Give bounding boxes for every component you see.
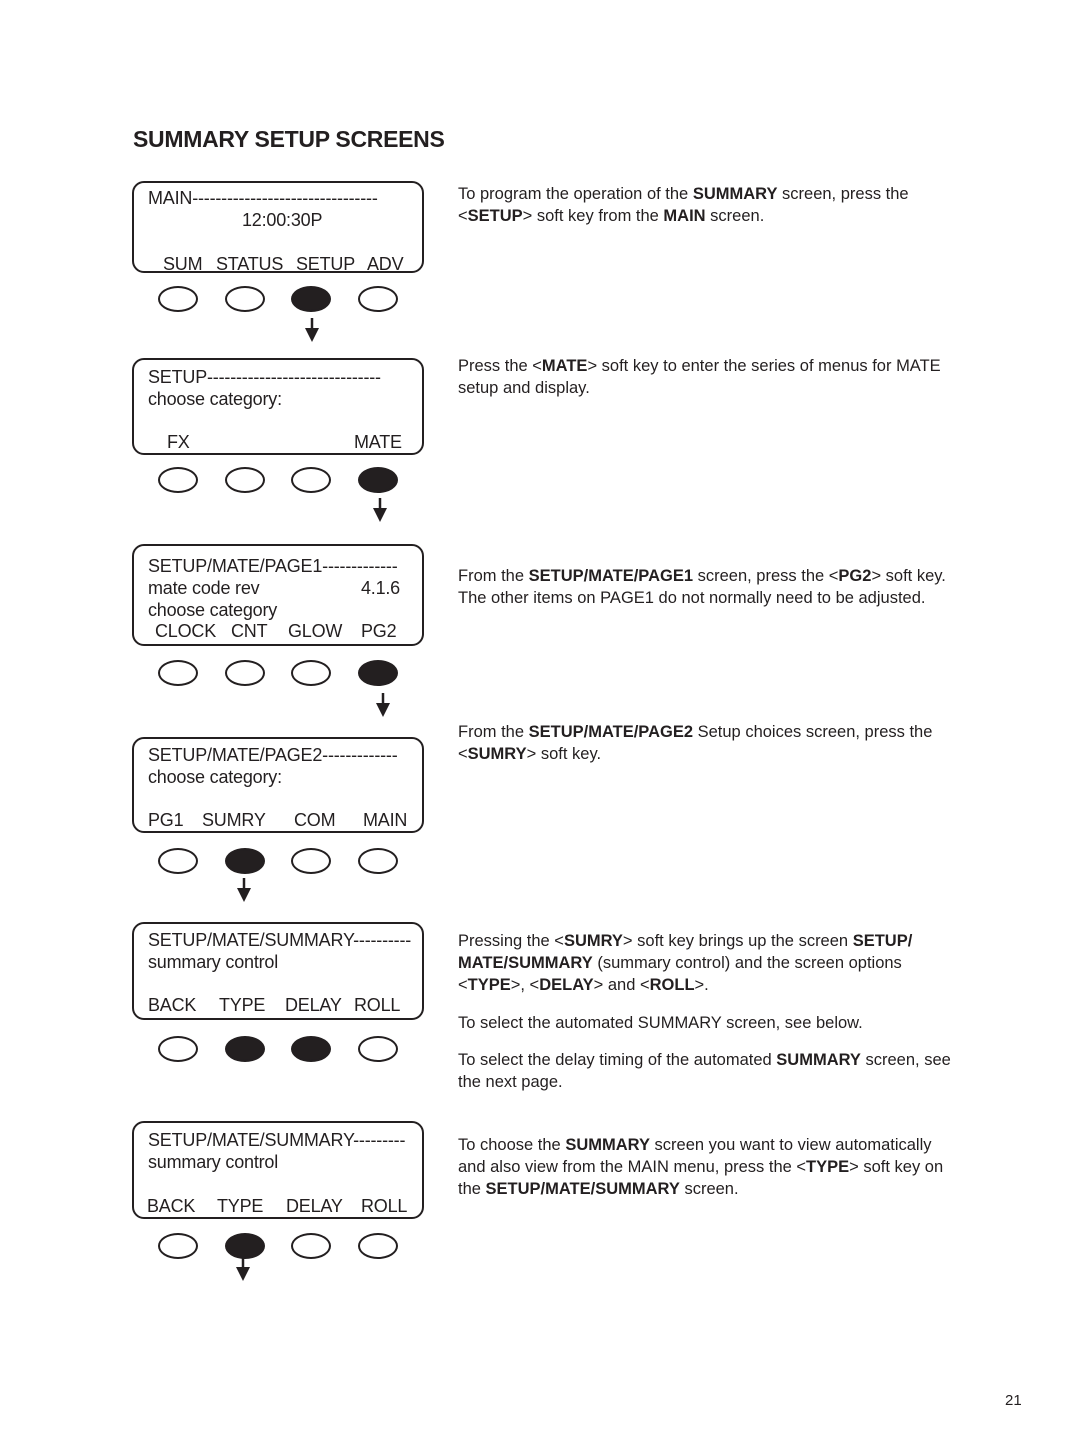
softkey-button[interactable] xyxy=(291,1233,331,1259)
lcd-screen xyxy=(132,1121,424,1219)
lcd-line-2: summary control xyxy=(148,1152,279,1172)
down-arrow-icon xyxy=(373,498,387,522)
softkey-label-back: BACK xyxy=(147,1196,196,1216)
lcd-header: SETUP/MATE/SUMMARY--------- xyxy=(148,1130,406,1150)
bold-term: SUMMARY xyxy=(692,185,778,203)
bold-term: DELAY xyxy=(539,976,594,994)
instruction-text: From the SETUP/MATE/PAGE1 screen, press the <PG2> soft key. The other items on PAGE1 do not normally need to be adjusted. xyxy=(458,567,946,607)
instruction-text: To select the delay timing of the automated SUMMARY screen, see the next page. xyxy=(458,1051,951,1091)
softkey-label-cnt: CNT xyxy=(231,621,268,641)
instruction-text: Pressing the <SUMRY> soft key brings up the screen SETUP/ MATE/SUMMARY (summary control) and the screen options <TYPE>, <DELAY> and <ROLL>. xyxy=(458,932,913,994)
softkey-button[interactable] xyxy=(225,467,265,493)
softkey-button[interactable] xyxy=(158,467,198,493)
softkey-label-mate: MATE xyxy=(354,432,402,452)
softkey-label-roll: ROLL xyxy=(361,1196,408,1216)
bold-term: SUMRY xyxy=(563,932,623,950)
softkey-label-fx: FX xyxy=(167,432,190,452)
bold-term: MAIN xyxy=(663,207,706,225)
softkey-row xyxy=(158,660,402,688)
bold-term: MATE xyxy=(541,357,588,375)
lcd-screen xyxy=(132,358,424,455)
softkey-button-pressed[interactable] xyxy=(358,467,398,493)
softkey-button[interactable] xyxy=(358,848,398,874)
instruction-text: To program the operation of the SUMMARY screen, press the <SETUP> soft key from the MAIN screen. xyxy=(458,185,909,225)
instruction-text: To choose the SUMMARY screen you want to view automatically and also view from the MAIN menu, press the <TYPE> soft key on the SETUP/MATE/SUMMARY screen. xyxy=(458,1136,944,1198)
page-title: SUMMARY SETUP SCREENS xyxy=(133,126,445,152)
lcd-header: SETUP/MATE/PAGE1------------- xyxy=(148,556,398,576)
softkey-label-type: TYPE xyxy=(217,1196,264,1216)
bold-term: PG2 xyxy=(838,567,872,585)
instruction-text: To select the automated SUMMARY screen, see below. xyxy=(458,1014,863,1032)
down-arrow-icon xyxy=(236,1257,250,1281)
lcd-line-2: summary control xyxy=(148,952,279,972)
softkey-button-pressed[interactable] xyxy=(291,1036,331,1062)
lcd-screen xyxy=(132,181,424,273)
down-arrow-icon xyxy=(305,318,319,342)
lcd-header: SETUP/MATE/SUMMARY---------- xyxy=(148,930,412,950)
softkey-button[interactable] xyxy=(225,660,265,686)
softkey-button-pressed[interactable] xyxy=(225,848,265,874)
softkey-label-back: BACK xyxy=(148,995,197,1015)
lcd-header: SETUP------------------------------ xyxy=(148,367,381,387)
softkey-row xyxy=(158,848,402,876)
softkey-button[interactable] xyxy=(225,286,265,312)
softkey-row xyxy=(158,467,402,495)
softkey-button[interactable] xyxy=(158,286,198,312)
softkey-label-main: MAIN xyxy=(363,810,408,830)
lcd-header: MAIN-------------------------------- xyxy=(148,188,378,208)
bold-term: TYPE xyxy=(467,976,511,994)
instruction-text: Press the <MATE> soft key to enter the series of menus for MATE setup and display. xyxy=(458,357,941,397)
bold-term: SUMMARY xyxy=(565,1136,650,1154)
softkey-label-sumry: SUMRY xyxy=(202,810,266,830)
softkey-label-type: TYPE xyxy=(219,995,266,1015)
softkey-button[interactable] xyxy=(158,848,198,874)
softkey-button-pressed[interactable] xyxy=(225,1036,265,1062)
bold-term: SETUP/MATE/PAGE2 xyxy=(528,723,694,741)
softkey-button[interactable] xyxy=(158,660,198,686)
bold-term: ROLL xyxy=(649,976,695,994)
softkey-label-adv: ADV xyxy=(367,254,404,274)
softkey-label-roll: ROLL xyxy=(354,995,401,1015)
lcd-line-3: choose category xyxy=(148,600,278,620)
softkey-button[interactable] xyxy=(358,1233,398,1259)
softkey-row xyxy=(158,1036,402,1064)
softkey-button[interactable] xyxy=(358,286,398,312)
bold-term: SETUP xyxy=(467,207,523,225)
softkey-button-pressed[interactable] xyxy=(225,1233,265,1259)
softkey-label-delay: DELAY xyxy=(285,995,342,1015)
bold-term: SETUP/MATE/PAGE1 xyxy=(528,567,694,585)
softkey-label-pg1: PG1 xyxy=(148,810,184,830)
softkey-button-pressed[interactable] xyxy=(358,660,398,686)
softkey-button[interactable] xyxy=(291,467,331,493)
softkey-button[interactable] xyxy=(158,1233,198,1259)
lcd-header: SETUP/MATE/PAGE2------------- xyxy=(148,745,398,765)
lcd-screen xyxy=(132,922,424,1020)
softkey-label-sum: SUM xyxy=(163,254,203,274)
bold-term: SUMRY xyxy=(467,745,527,763)
softkey-row xyxy=(158,286,402,314)
softkey-label-status: STATUS xyxy=(216,254,284,274)
softkey-row xyxy=(158,1233,402,1261)
lcd-line-2: choose category: xyxy=(148,767,282,787)
softkey-label-pg2: PG2 xyxy=(361,621,397,641)
page-number: 21 xyxy=(1005,1392,1022,1409)
instruction-text: From the SETUP/MATE/PAGE2 Setup choices screen, press the <SUMRY> soft key. xyxy=(458,723,933,763)
bold-term: SETUP/ MATE/SUMMARY xyxy=(458,932,913,972)
lcd-line-2: 12:00:30P xyxy=(242,210,323,230)
lcd-value: 4.1.6 xyxy=(360,578,400,598)
softkey-label-clock: CLOCK xyxy=(155,621,217,641)
softkey-label-glow: GLOW xyxy=(288,621,343,641)
down-arrow-icon xyxy=(376,693,390,717)
softkey-label-delay: DELAY xyxy=(286,1196,343,1216)
lcd-line-2: choose category: xyxy=(148,389,282,409)
softkey-button-pressed[interactable] xyxy=(291,286,331,312)
lcd-screen xyxy=(132,737,424,833)
softkey-button[interactable] xyxy=(291,660,331,686)
softkey-button[interactable] xyxy=(158,1036,198,1062)
softkey-label-com: COM xyxy=(294,810,336,830)
lcd-line-2: mate code rev xyxy=(148,578,260,598)
lcd-screen xyxy=(132,544,424,646)
down-arrow-icon xyxy=(237,878,251,902)
bold-term: SETUP/MATE/SUMMARY xyxy=(485,1180,680,1198)
softkey-button[interactable] xyxy=(291,848,331,874)
bold-term: SUMMARY xyxy=(776,1051,861,1069)
bold-term: TYPE xyxy=(806,1158,850,1176)
softkey-label-setup: SETUP xyxy=(296,254,356,274)
softkey-button[interactable] xyxy=(358,1036,398,1062)
